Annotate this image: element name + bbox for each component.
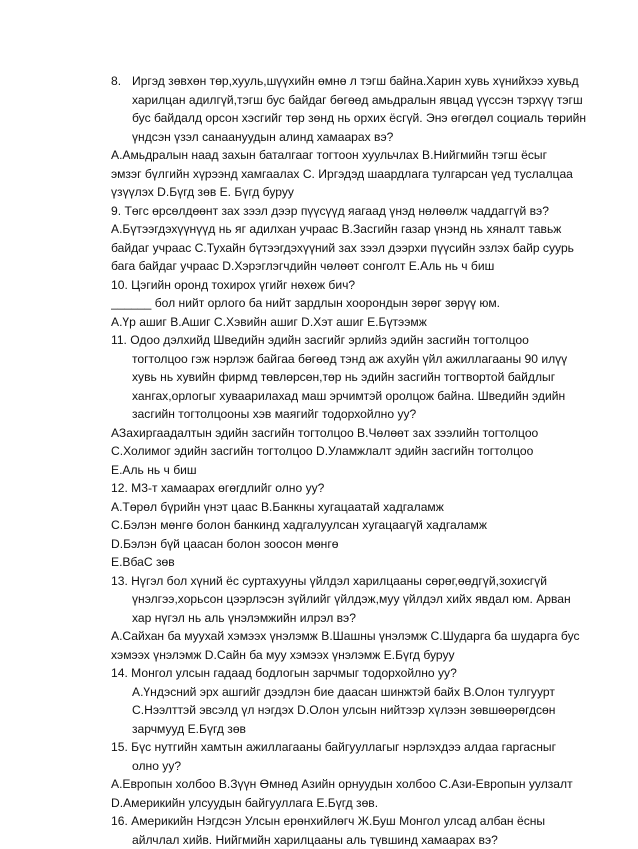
line-text: хувь нь хувийн фирмд төвлөрсөн,төр нь эдийн засгийн тогтвортой байдлыг — [132, 370, 555, 384]
text-line — [111, 664, 604, 683]
line-text: Иргэд зөвхөн төр,хууль,шүүхийн өмнө л тэгш байна.Харин хувь хүнийхээ хувьд — [132, 74, 579, 88]
text-line — [111, 387, 604, 406]
text-line — [111, 646, 604, 665]
text-line — [111, 553, 604, 572]
text-line — [111, 701, 604, 720]
line-text: хар нүгэл нь аль үнэлэмжийн илрэл вэ? — [132, 611, 356, 625]
line-text: А.Үр ашиг В.Ашиг С.Хэвийн ашиг D.Хэт ашиг Е.Бүтээмж — [111, 315, 427, 329]
text-line — [111, 609, 604, 628]
text-line — [111, 627, 604, 646]
line-text: С.Нээлттэй эвсэлд үл нэгдэх D.Олон улсын нийтээр хүлээн зөвшөөрөгдсөн — [132, 703, 555, 717]
line-text: бус байдалд орсон хэсгийг төр зөнд нь орхих ёсгүй. Энэ өгөгдөл социаль төрийн — [132, 111, 586, 125]
line-text: 12. М3-т хамаарах өгөгдлийг олно уу? — [111, 481, 324, 495]
line-text: Е.ВбаС зөв — [111, 555, 175, 569]
text-line — [111, 239, 604, 258]
line-text: эмзэг бүлгийн хүрээнд хамгаалах С. Иргэдэд шаардлага тулгарсан үед туслалцаа — [111, 167, 573, 181]
text-line — [111, 146, 604, 165]
text-line — [111, 794, 604, 813]
line-text: А.Сайхан ба муухай хэмээх үнэлэмж В.Шашны үнэлэмж С.Шударга ба шударга бус — [111, 629, 580, 643]
line-text: 16. Америкийн Нэгдсэн Улсын ерөнхийлөгч Ж.Буш Монгол улсад албан ёсны — [111, 814, 545, 828]
line-text: тогтолцоо гэж нэрлэж байгаа бөгөөд тэнд аж ахуйн үйл ажиллагааны 90 илүү — [132, 352, 567, 366]
line-text: ______ бол нийт орлого ба нийт зардлын хоорондын зөрөг зөрүү юм. — [111, 296, 500, 310]
line-text: хэмээх үнэлэмж D.Сайн ба муу хэмээх үнэлэмж Е.Бүгд буруу — [111, 648, 455, 662]
text-line — [111, 812, 604, 831]
line-text: 10. Цэгийн оронд тохирох үгийг нөхөж бич? — [111, 278, 355, 292]
question-list — [111, 72, 604, 849]
line-text: үндсэн үзэл санаануудын алинд хамаарах вэ? — [132, 130, 393, 144]
text-line — [111, 831, 604, 849]
text-line — [111, 276, 604, 295]
line-text: С.Бэлэн мөнгө болон банкинд хадгалуулсан хугацаагүй хадгаламж — [111, 518, 487, 532]
text-line — [111, 775, 604, 794]
question-number: 8. — [111, 72, 132, 91]
text-line — [111, 313, 604, 332]
line-text: А.Төрөл бүрийн үнэт цаас В.Банкны хугацаатай хадгаламж — [111, 500, 444, 514]
text-line — [111, 757, 604, 776]
line-text: олно уу? — [132, 759, 181, 773]
text-line — [111, 91, 604, 110]
line-text: байдаг учраас С.Тухайн бүтээгдэхүүний зах зээл дээрхи пүүсийн эзлэх байр суурь — [111, 241, 574, 255]
text-line — [111, 424, 604, 443]
line-text: С.Холимог эдийн засгийн тогтолцоо D.Уламжлалт эдийн засгийн тогтолцоо — [111, 444, 533, 458]
text-line — [111, 738, 604, 757]
text-line — [111, 720, 604, 739]
text-line — [111, 590, 604, 609]
line-text: Е.Аль нь ч биш — [111, 463, 197, 477]
line-text: 9. Төгс өрсөлдөөнт зах зээл дээр пүүсүүд яагаад үнэд нөлөөлж чаддаггүй вэ? — [111, 204, 549, 218]
line-text: хангах,орлогыг хуваарилахад маш эрчимтэй оролцож байна. Шведийн эдийн — [132, 389, 565, 403]
line-text: зарчмууд Е.Бүгд зөв — [132, 722, 246, 736]
line-text: А.Амьдралын наад захын баталгааг тогтоон хуульчлах В.Нийгмийн тэгш ёсыг — [111, 148, 547, 162]
line-text: засгийн тогтолцооны хэв маягийг тодорхойлно уу? — [132, 407, 416, 421]
text-line — [111, 479, 604, 498]
line-text: 11. Одоо дэлхийд Шведийн эдийн засгийг эрлийз эдийн засгийн тогтолцоо — [111, 333, 529, 347]
text-line — [111, 405, 604, 424]
text-line — [111, 683, 604, 702]
text-line — [111, 72, 604, 91]
text-line — [111, 535, 604, 554]
line-text: А.Европын холбоо В.Зүүн Өмнөд Азийн орнуудын холбоо С.Ази-Европын уулзалт — [111, 777, 573, 791]
line-text: АЗахиргаадалтын эдийн засгийн тогтолцоо В.Чөлөөт зах зээлийн тогтолцоо — [111, 426, 538, 440]
text-line — [111, 461, 604, 480]
line-text: харилцан адилгүй,тэгш бус байдаг бөгөөд амьдралын явцад үүссэн тэрхүү тэгш — [132, 93, 583, 107]
line-text: 15. Бүс нутгийн хамтын ажиллагааны байгууллагыг нэрлэхдээ алдаа гаргасныг — [111, 740, 556, 754]
text-line — [111, 442, 604, 461]
line-text: 14. Монгол улсын гадаад бодлогын зарчмыг тодорхойлно уу? — [111, 666, 457, 680]
text-line — [111, 220, 604, 239]
text-line — [111, 516, 604, 535]
line-text: D.Америкийн улсуудын байгууллага Е.Бүгд зөв. — [111, 796, 378, 810]
line-text: бага байдаг учраас D.Хэрэглэгчдийн чөлөөт сонголт Е.Аль нь ч биш — [111, 259, 494, 273]
text-line — [111, 331, 604, 350]
text-line — [111, 368, 604, 387]
text-line — [111, 498, 604, 517]
text-line — [111, 183, 604, 202]
text-line — [111, 294, 604, 313]
text-line — [111, 350, 604, 369]
line-text: үнэлгээ,хорьсон цээрлэсэн зүйлийг үйлдэж,муу үйлдэл хийх явдал юм. Арван — [132, 592, 571, 606]
text-line — [111, 165, 604, 184]
line-text: D.Бэлэн бүй цаасан болон зоосон мөнгө — [111, 537, 339, 551]
line-text: А.Үндэсний эрх ашгийг дээдлэн бие даасан шинжтэй байх В.Олон тулгуурт — [132, 685, 555, 699]
line-text: 13. Нүгэл бол хүний ёс суртахууны үйлдэл харилцааны сөрөг,өөдгүй,зохисгүй — [111, 574, 547, 588]
text-line — [111, 128, 604, 147]
line-text: А.Бүтээгдэхүүнүүд нь яг адилхан учраас В.Засгийн газар үнэнд нь хяналт тавьж — [111, 222, 561, 236]
line-text: айлчлал хийв. Нийгмийн харилцааны аль түвшинд хамаарах вэ? — [132, 833, 498, 847]
text-line — [111, 572, 604, 591]
text-line — [111, 202, 604, 221]
text-line — [111, 257, 604, 276]
text-line — [111, 109, 604, 128]
line-text: үзүүлэх D.Бүгд зөв Е. Бүгд буруу — [111, 185, 294, 199]
